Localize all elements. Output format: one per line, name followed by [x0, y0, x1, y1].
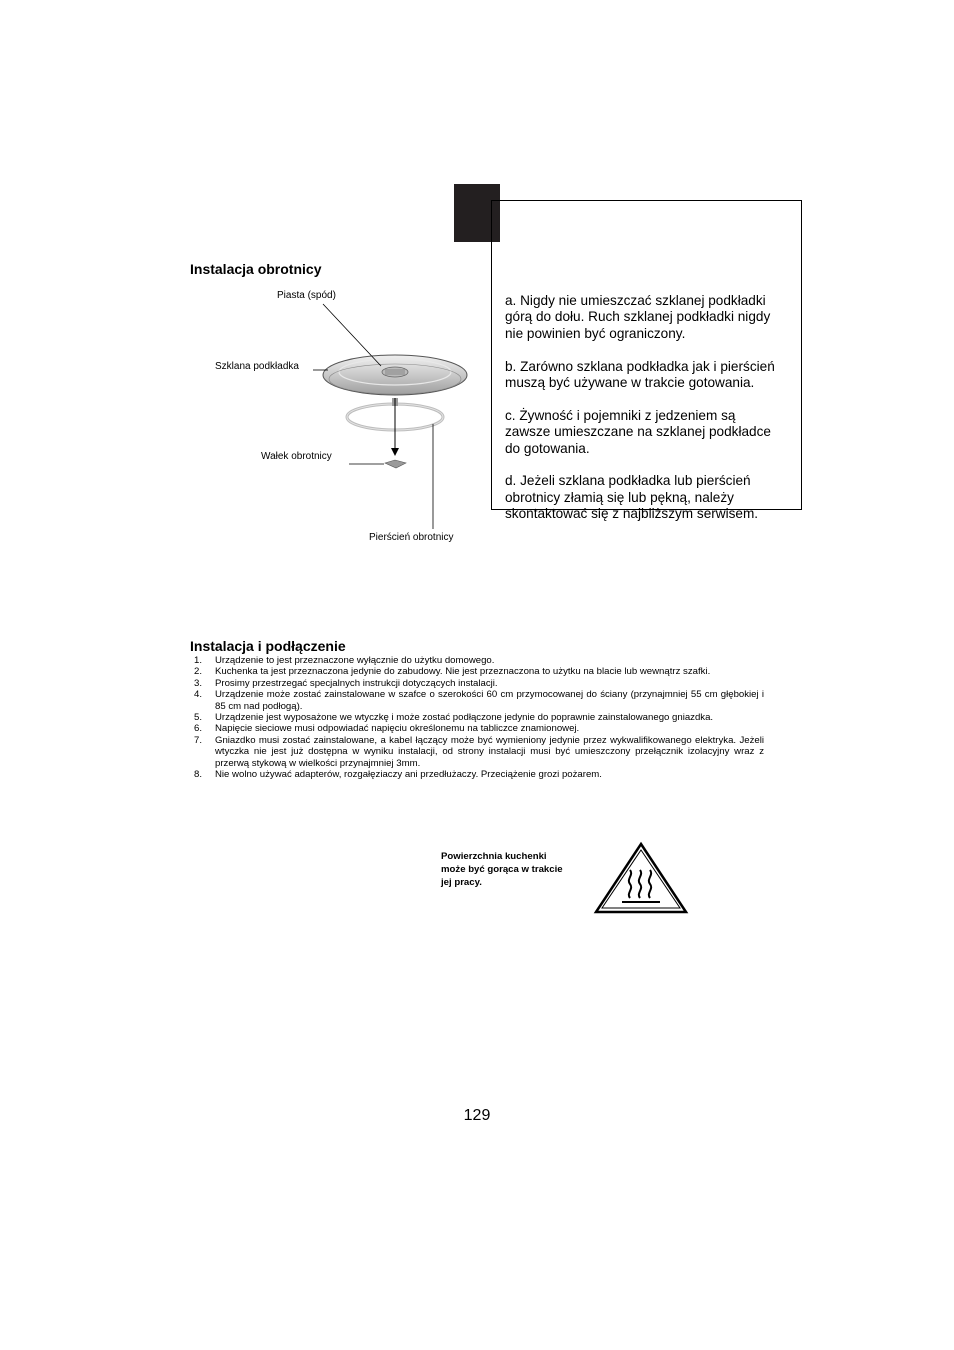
list-item: 6. Napięcie sieciowe musi odpowiadać napięciu określonemu na tabliczce znamionowej. — [194, 723, 580, 735]
label-ring: Pierścień obrotnicy — [369, 532, 454, 543]
label-shaft: Wałek obrotnicy — [261, 451, 332, 462]
list-item: 8. Nie wolno używać adapterów, rozgałęziaczy ani przedłużaczy. Przeciążenie grozi pożarem. — [194, 769, 602, 781]
section-title-turntable: Instalacja obrotnicy — [190, 261, 322, 277]
label-glass-tray: Szklana podkładka — [215, 361, 299, 372]
list-item: 3. Prosimy przestrzegać specjalnych instrukcji dotyczących instalacji. — [194, 677, 498, 689]
section-title-installation: Instalacja i podłączenie — [190, 638, 346, 654]
hot-surface-icon — [593, 841, 689, 915]
note-b: b. Zarówno szklana podkładka jak i pierścień muszą być używane w trakcie gotowania. — [505, 358, 775, 391]
note-d: d. Jeżeli szklana podkładka lub pierścień obrotnicy złamią się lub pękną, należy skontaktować się z najbliższym serwisem. — [505, 473, 759, 522]
note-c: c. Żywność i pojemniki z jedzeniem są zawsze umieszczane na szklanej podkładce do gotowania. — [505, 407, 771, 456]
turntable-notes — [505, 293, 775, 539]
list-item: 2. Kuchenka ta jest przeznaczona jedynie do zabudowy. Nie jest przeznaczona to użytku na blacie lub wewnątrz szafki. — [194, 666, 711, 678]
hot-surface-warning-text: Powierzchnia kuchenki może być gorąca w trakcie jej pracy. — [441, 851, 563, 888]
label-hub: Piasta (spód) — [277, 290, 336, 301]
glass-tray-drawing — [323, 355, 467, 395]
page-number: 129 — [463, 1107, 491, 1124]
installation-list — [190, 655, 764, 780]
list-item: 5. Urządzenie jest wyposażone we wtyczkę i może zostać podłączone jedynie do poprawnie zainstalowanego gniazdka. — [194, 712, 714, 724]
list-item: 4. Urządzenie może zostać zainstalowane w szafce o szerokości 60 cm przymocowanej do ściany (przynajmniej 55 cm głębokiej i 85 cm nad podłogą). — [194, 689, 764, 712]
shaft-drawing — [385, 460, 406, 468]
note-a: a. Nigdy nie umieszczać szklanej podkładki górą do dołu. Ruch szklanej podkładki nigdy nie powinien być ograniczony. — [505, 293, 771, 341]
list-item: 7. Gniazdko musi zostać zainstalowane, a kabel łączący może być wymieniony jedynie przez wykwalifikowanego elektryka. Jeżeli wtyczka nie jest już dostępna w wyniku instalacji, od strony instalacji musi być umieszczony przełącznik izolacyjny wraz z przerwą stykową w wielkości przynajmniej 3mm. — [194, 734, 764, 769]
list-item: 1. Urządzenie to jest przeznaczone wyłącznie do użytku domowego. — [194, 655, 495, 666]
